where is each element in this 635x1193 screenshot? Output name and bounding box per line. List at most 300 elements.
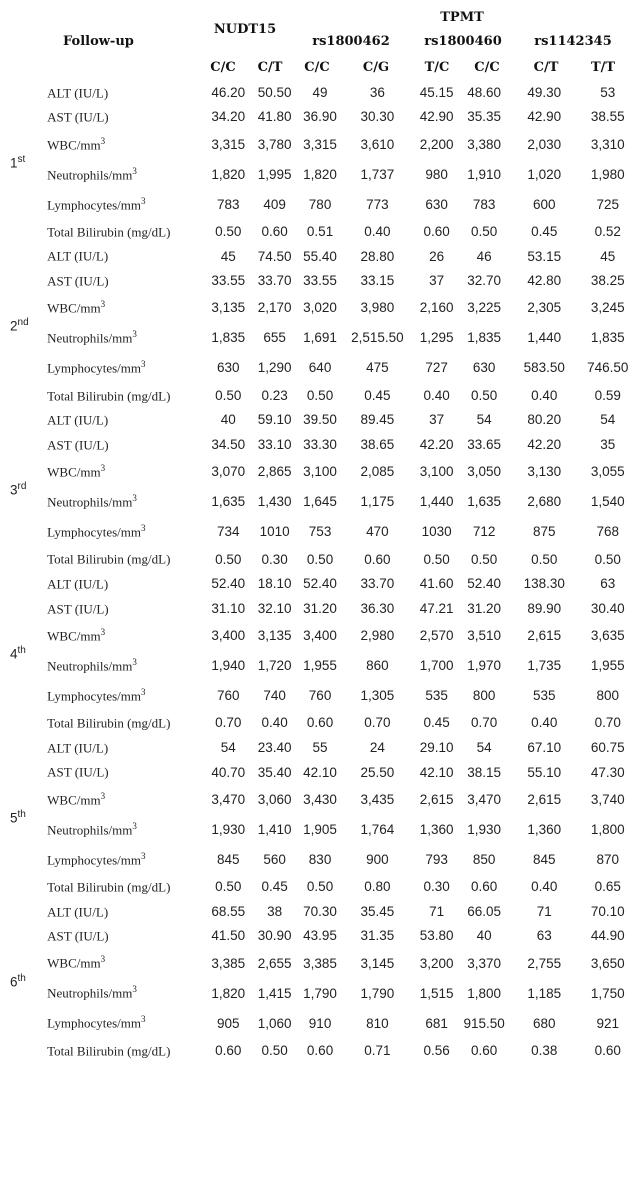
value-cell: 3,470: [467, 791, 502, 807]
table-row: [0, 735, 635, 760]
row-label-text: Neutrophils/mm: [47, 985, 133, 1001]
value-cell: 0.40: [531, 387, 558, 403]
value-cell: 0.45: [364, 387, 391, 403]
value-cell: 1,540: [590, 494, 625, 510]
value-cell: 0.45: [531, 223, 558, 239]
value-cell: 1,175: [360, 494, 395, 510]
value-cell: 0.60: [306, 715, 334, 731]
ordinal-number: 3: [10, 482, 18, 498]
value-cell: 915.50: [463, 1015, 505, 1031]
value-cell: 37: [429, 273, 445, 289]
row-label-superscript: 3: [132, 329, 137, 340]
value-cell: 3,310: [590, 136, 625, 152]
value-cell: 3,315: [303, 136, 337, 152]
row-label-superscript: 3: [100, 463, 106, 474]
value-cell: 1,440: [527, 330, 562, 346]
snp-header-rs1800462: rs1800462: [312, 34, 390, 49]
row-label: [47, 844, 205, 874]
value-cell: 655: [263, 330, 286, 346]
value-cell: 38: [267, 903, 283, 919]
value-cell: 23.40: [257, 739, 292, 755]
value-cell: 1,290: [257, 360, 292, 376]
value-cell: 3,650: [590, 955, 625, 971]
value-cell: 860: [366, 658, 389, 674]
value-cell: 2,865: [257, 464, 292, 480]
value-cell: 0.50: [471, 551, 498, 567]
value-cell: 33.70: [360, 576, 395, 592]
value-cell: 59.10: [257, 412, 292, 428]
value-cell: 47.21: [419, 600, 454, 616]
value-cell: 0.45: [261, 879, 288, 895]
value-cell: 1,440: [419, 494, 454, 510]
table-row: [0, 874, 635, 899]
row-label: [47, 353, 205, 383]
row-label-text: AST (IU/L): [47, 928, 109, 944]
value-cell: 0.60: [471, 879, 498, 895]
table-row: [0, 323, 635, 353]
value-cell: 0.40: [261, 715, 288, 731]
row-label-superscript: 3: [100, 790, 106, 801]
value-cell: 470: [366, 524, 389, 540]
value-cell: 31.20: [467, 600, 502, 616]
value-cell: 1,635: [211, 494, 246, 510]
value-cell: 1,800: [590, 821, 625, 837]
table-row: [0, 571, 635, 596]
value-cell: 48.60: [467, 84, 502, 100]
row-label: [47, 948, 205, 978]
value-cell: 734: [216, 524, 240, 540]
row-label: [47, 596, 205, 621]
table-row: [0, 408, 635, 433]
value-cell: 40: [220, 412, 236, 428]
table-row: [0, 621, 635, 651]
value-cell: 910: [308, 1015, 332, 1031]
value-cell: 0.50: [471, 387, 498, 403]
value-cell: 1,737: [360, 166, 395, 182]
row-label-text: ALT (IU/L): [47, 248, 109, 264]
value-cell: 768: [596, 524, 620, 540]
value-cell: 0.60: [423, 223, 450, 239]
value-cell: 1,980: [590, 166, 625, 182]
table-row: [0, 80, 635, 105]
value-cell: 45.15: [419, 84, 454, 100]
row-label: [47, 105, 205, 130]
value-cell: 475: [366, 360, 389, 376]
table-row: [0, 924, 635, 949]
table-row: [0, 353, 635, 383]
row-label-superscript: 3: [141, 195, 146, 206]
row-label-superscript: 3: [132, 820, 137, 831]
value-cell: 30.40: [590, 600, 625, 616]
value-cell: 760: [308, 688, 332, 704]
value-cell: 38.65: [360, 436, 395, 452]
value-cell: 0.71: [364, 1042, 391, 1058]
row-label: [47, 814, 205, 844]
row-label-text: Total Bilirubin (mg/dL): [47, 387, 171, 403]
value-cell: 680: [533, 1015, 556, 1031]
value-cell: 600: [533, 196, 556, 212]
row-label: [47, 1038, 205, 1063]
value-cell: 67.10: [527, 739, 562, 755]
row-label: [47, 432, 205, 457]
value-cell: 47.30: [590, 764, 625, 780]
row-label: [47, 189, 205, 219]
row-label-text: AST (IU/L): [47, 273, 109, 289]
table-row: [0, 219, 635, 244]
value-cell: 32.10: [257, 600, 292, 616]
ordinal-suffix: th: [17, 808, 26, 820]
row-label-text: ALT (IU/L): [47, 576, 109, 592]
value-cell: 3,050: [467, 464, 502, 480]
value-cell: 52.40: [211, 576, 246, 592]
table-row: [0, 948, 635, 978]
value-cell: 28.80: [360, 248, 395, 264]
value-cell: 1,930: [467, 821, 502, 837]
table-row: [0, 189, 635, 219]
table-row: [0, 293, 635, 323]
value-cell: 0.50: [531, 551, 558, 567]
value-cell: 3,430: [303, 791, 337, 807]
row-label-superscript: 3: [100, 299, 106, 310]
row-label-text: WBC/mm: [47, 464, 101, 480]
value-cell: 40.70: [211, 764, 246, 780]
row-label: [47, 457, 205, 487]
follow-up-ordinal: [0, 244, 47, 408]
table-row: [0, 844, 635, 874]
snp-header-rs1800460: rs1800460: [424, 34, 502, 49]
value-cell: 26: [429, 248, 445, 264]
value-cell: 138.30: [523, 576, 565, 592]
value-cell: 0.50: [215, 223, 242, 239]
table-row: [0, 517, 635, 547]
gene-header-nudt15: NUDT15: [213, 22, 277, 37]
value-cell: 845: [533, 851, 556, 867]
value-cell: 740: [263, 688, 286, 704]
value-cell: 71: [429, 903, 445, 919]
row-label-superscript: 3: [132, 165, 137, 176]
value-cell: 800: [472, 688, 496, 704]
value-cell: 1,995: [257, 166, 292, 182]
row-label: [47, 517, 205, 547]
ordinal-suffix: nd: [17, 317, 29, 329]
value-cell: 1010: [259, 524, 290, 540]
value-cell: 0.50: [306, 387, 334, 403]
value-cell: 2,980: [360, 628, 395, 644]
table-row: [0, 760, 635, 785]
row-label-text: ALT (IU/L): [47, 740, 109, 756]
value-cell: 55.40: [303, 248, 337, 264]
value-cell: 34.20: [211, 109, 246, 125]
lab-results-table: [0, 80, 635, 1063]
value-cell: 783: [472, 196, 496, 212]
value-cell: 1,691: [303, 330, 337, 346]
value-cell: 0.30: [423, 879, 450, 895]
row-label-superscript: 3: [132, 984, 137, 995]
value-cell: 0.38: [531, 1042, 558, 1058]
value-cell: 630: [216, 360, 240, 376]
value-cell: 3,635: [590, 628, 625, 644]
value-cell: 583.50: [523, 360, 565, 376]
table-row: [0, 1038, 635, 1063]
value-cell: 630: [472, 360, 496, 376]
value-cell: 905: [216, 1015, 240, 1031]
value-cell: 3,225: [467, 300, 502, 316]
value-cell: 850: [472, 851, 496, 867]
value-cell: 33.55: [211, 273, 246, 289]
value-cell: 35: [600, 436, 616, 452]
row-label-text: Lymphocytes/mm: [47, 688, 142, 704]
table-row: [0, 432, 635, 457]
value-cell: 0.50: [306, 551, 334, 567]
value-cell: 1030: [421, 524, 452, 540]
value-cell: 783: [216, 196, 240, 212]
value-cell: 3,315: [211, 136, 246, 152]
table-row: [0, 596, 635, 621]
value-cell: 63: [536, 928, 552, 944]
value-cell: 3,100: [419, 464, 454, 480]
table-row: [0, 268, 635, 293]
value-cell: 980: [425, 166, 448, 182]
value-cell: 31.10: [211, 600, 246, 616]
value-cell: 49: [312, 84, 328, 100]
value-cell: 773: [366, 196, 389, 212]
row-label-text: ALT (IU/L): [47, 903, 109, 919]
row-label-text: Total Bilirubin (mg/dL): [47, 715, 171, 731]
value-cell: 42.20: [527, 436, 562, 452]
value-cell: 780: [308, 196, 332, 212]
value-cell: 2,655: [257, 955, 292, 971]
follow-up-ordinal: [0, 408, 47, 572]
value-cell: 3,385: [211, 955, 246, 971]
value-cell: 1,295: [419, 330, 454, 346]
value-cell: 42.10: [303, 764, 337, 780]
row-label: [47, 681, 205, 711]
value-cell: 0.50: [215, 387, 242, 403]
ordinal-suffix: th: [17, 644, 26, 656]
value-cell: 1,940: [211, 658, 246, 674]
row-label: [47, 760, 205, 785]
row-label-text: WBC/mm: [47, 955, 101, 971]
row-label-text: Total Bilirubin (mg/dL): [47, 1043, 171, 1059]
value-cell: 36.30: [360, 600, 395, 616]
value-cell: 33.15: [360, 273, 395, 289]
value-cell: 0.30: [261, 551, 288, 567]
value-cell: 52.40: [303, 576, 337, 592]
value-cell: 54: [476, 412, 492, 428]
row-label-text: ALT (IU/L): [47, 84, 109, 100]
value-cell: 38.55: [590, 109, 625, 125]
value-cell: 1,910: [467, 166, 502, 182]
genotype-header: C/C: [304, 60, 330, 75]
row-label: [47, 383, 205, 408]
value-cell: 54: [220, 739, 236, 755]
ordinal-number: 4: [10, 646, 18, 662]
value-cell: 0.50: [215, 879, 242, 895]
row-label: [47, 547, 205, 572]
table-row: [0, 1008, 635, 1038]
value-cell: 3,100: [303, 464, 337, 480]
snp-header-rs1142345: rs1142345: [534, 34, 612, 49]
table-row: [0, 711, 635, 736]
follow-up-ordinal: [0, 899, 47, 1063]
value-cell: 66.05: [467, 903, 502, 919]
table-row: [0, 159, 635, 189]
value-cell: 640: [308, 360, 332, 376]
value-cell: 3,020: [303, 300, 337, 316]
row-label-text: AST (IU/L): [47, 764, 109, 780]
value-cell: 1,735: [527, 658, 562, 674]
value-cell: 870: [596, 851, 620, 867]
row-label-text: WBC/mm: [47, 136, 101, 152]
value-cell: 921: [596, 1015, 620, 1031]
value-cell: 33.55: [303, 273, 337, 289]
value-cell: 41.50: [211, 928, 246, 944]
value-cell: 63: [600, 576, 616, 592]
value-cell: 2,200: [419, 136, 454, 152]
value-cell: 0.60: [594, 1042, 621, 1058]
value-cell: 1,635: [467, 494, 502, 510]
table-row: [0, 457, 635, 487]
row-label: [47, 978, 205, 1008]
value-cell: 43.95: [303, 928, 337, 944]
value-cell: 1,800: [467, 985, 502, 1001]
row-label: [47, 244, 205, 269]
value-cell: 0.50: [215, 551, 242, 567]
value-cell: 0.52: [594, 223, 621, 239]
row-label: [47, 784, 205, 814]
value-cell: 725: [596, 196, 620, 212]
row-label: [47, 219, 205, 244]
genotype-header: C/C: [474, 60, 500, 75]
value-cell: 68.55: [211, 903, 246, 919]
value-cell: 0.70: [594, 715, 621, 731]
row-label-superscript: 3: [141, 523, 146, 534]
value-cell: 0.70: [215, 715, 242, 731]
value-cell: 3,740: [590, 791, 625, 807]
value-cell: 712: [472, 524, 496, 540]
value-cell: 89.90: [527, 600, 562, 616]
value-cell: 1,020: [527, 166, 562, 182]
row-label: [47, 487, 205, 517]
value-cell: 70.10: [590, 903, 625, 919]
value-cell: 54: [600, 412, 616, 428]
value-cell: 1,410: [257, 821, 292, 837]
value-cell: 1,060: [257, 1015, 292, 1031]
value-cell: 49.30: [527, 84, 562, 100]
value-cell: 1,700: [419, 658, 454, 674]
value-cell: 0.40: [531, 879, 558, 895]
value-cell: 3,055: [590, 464, 625, 480]
value-cell: 2,170: [257, 300, 292, 316]
value-cell: 52.40: [467, 576, 502, 592]
value-cell: 38.25: [590, 273, 625, 289]
value-cell: 0.65: [594, 879, 621, 895]
value-cell: 1,930: [211, 821, 246, 837]
value-cell: 50.50: [257, 84, 292, 100]
value-cell: 1,835: [467, 330, 502, 346]
value-cell: 71: [536, 903, 552, 919]
row-label-superscript: 3: [100, 954, 106, 965]
follow-up-ordinal: [0, 80, 47, 244]
value-cell: 0.40: [531, 715, 558, 731]
row-label: [47, 621, 205, 651]
value-cell: 1,820: [211, 166, 246, 182]
table-row: [0, 129, 635, 159]
genotype-header: C/T: [257, 60, 283, 75]
row-label-text: Lymphocytes/mm: [47, 524, 142, 540]
value-cell: 38.15: [467, 764, 502, 780]
value-cell: 53.15: [527, 248, 562, 264]
row-label-text: Neutrophils/mm: [47, 330, 133, 346]
value-cell: 42.20: [419, 436, 454, 452]
value-cell: 3,980: [360, 300, 395, 316]
row-label: [47, 735, 205, 760]
value-cell: 53: [600, 84, 616, 100]
value-cell: 36: [369, 84, 385, 100]
value-cell: 55.10: [527, 764, 562, 780]
value-cell: 31.20: [303, 600, 337, 616]
value-cell: 32.70: [467, 273, 502, 289]
ordinal-number: 2: [10, 318, 18, 334]
value-cell: 80.20: [527, 412, 562, 428]
value-cell: 54: [476, 739, 492, 755]
value-cell: 3,435: [360, 791, 395, 807]
value-cell: 0.40: [423, 387, 450, 403]
value-cell: 0.50: [261, 1042, 288, 1058]
ordinal-number: 6: [10, 974, 18, 990]
value-cell: 0.70: [471, 715, 498, 731]
value-cell: 18.10: [257, 576, 292, 592]
value-cell: 0.50: [594, 551, 621, 567]
value-cell: 3,200: [419, 955, 454, 971]
value-cell: 25.50: [360, 764, 395, 780]
value-cell: 681: [425, 1015, 448, 1031]
value-cell: 70.30: [303, 903, 337, 919]
value-cell: 1,305: [360, 688, 395, 704]
row-label-text: AST (IU/L): [47, 600, 109, 616]
ordinal-suffix: rd: [17, 481, 27, 493]
value-cell: 2,755: [527, 955, 562, 971]
row-label-text: AST (IU/L): [47, 109, 109, 125]
table-row: [0, 784, 635, 814]
gene-header-tpmt: TPMT: [440, 10, 484, 25]
value-cell: 2,085: [360, 464, 395, 480]
value-cell: 46.20: [211, 84, 246, 100]
value-cell: 44.90: [590, 928, 625, 944]
value-cell: 0.50: [471, 223, 498, 239]
ordinal-number: 1: [10, 155, 18, 171]
value-cell: 1,970: [467, 658, 502, 674]
ordinal-suffix: th: [17, 972, 26, 984]
value-cell: 1,430: [257, 494, 292, 510]
row-label: [47, 571, 205, 596]
value-cell: 31.35: [360, 928, 395, 944]
value-cell: 2,615: [527, 628, 562, 644]
row-label: [47, 159, 205, 189]
row-label-superscript: 3: [141, 850, 146, 861]
value-cell: 34.50: [211, 436, 246, 452]
row-label: [47, 80, 205, 105]
value-cell: 535: [533, 688, 556, 704]
value-cell: 30.90: [257, 928, 292, 944]
row-label: [47, 323, 205, 353]
row-label-superscript: 3: [141, 1014, 146, 1025]
value-cell: 0.60: [215, 1042, 242, 1058]
value-cell: 3,400: [303, 628, 337, 644]
value-cell: 29.10: [419, 739, 454, 755]
row-label: [47, 268, 205, 293]
value-cell: 89.45: [360, 412, 395, 428]
